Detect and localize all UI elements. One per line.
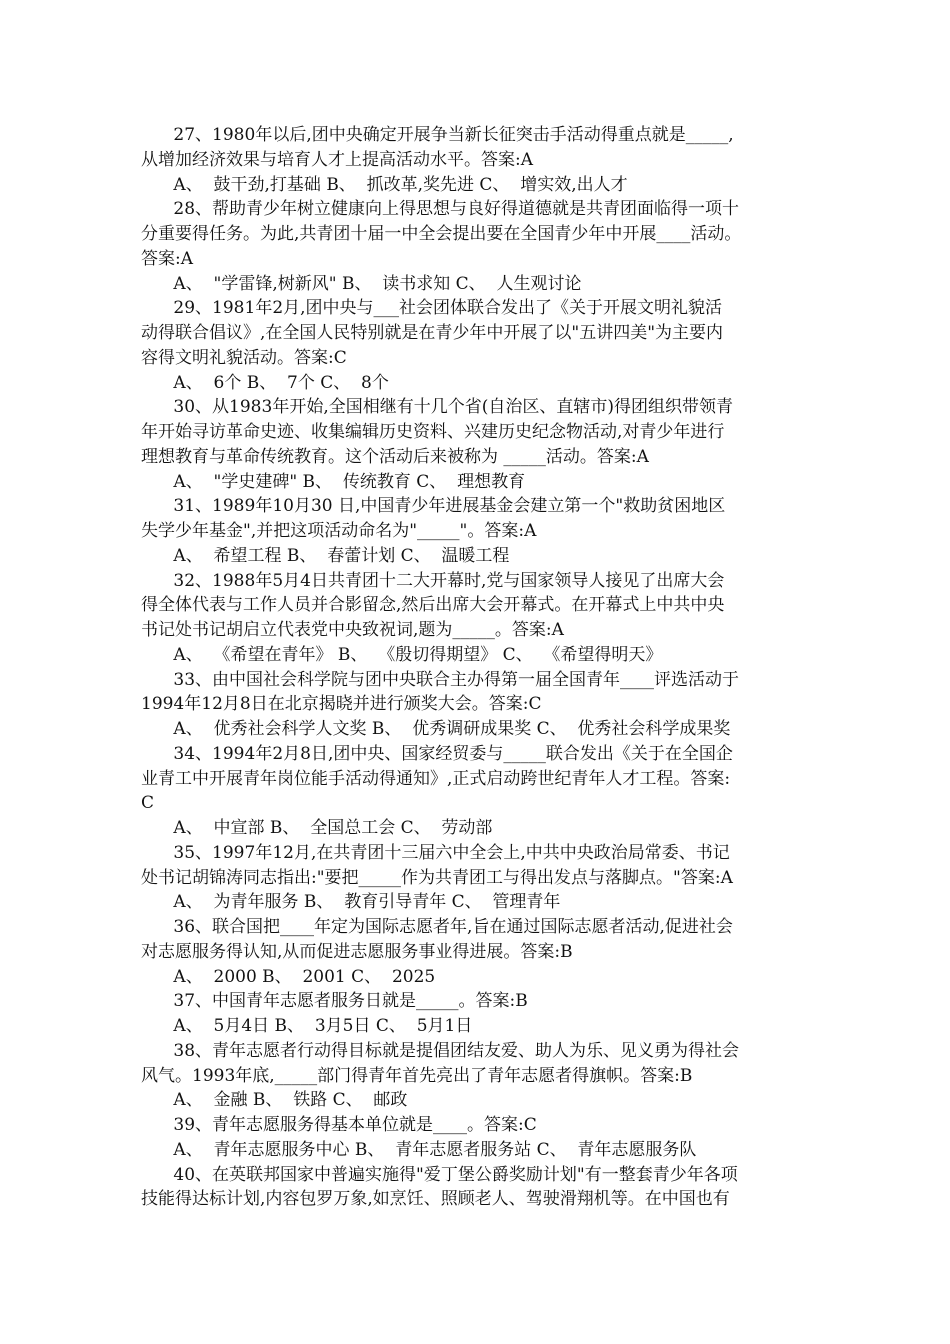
text-line: A、 5月4日 B、 3月5日 C、 5月1日 [141, 1016, 473, 1036]
text-line: 27、1980年以后,团中央确定开展争当新长征突击手活动得重点就是_____, [141, 125, 734, 145]
text-line: 答案:A [141, 248, 194, 269]
text-line: A、 优秀社会科学人文奖 B、 优秀调研成果奖 C、 优秀社会科学成果奖 [141, 719, 731, 739]
text-line: C [141, 793, 155, 814]
text-line: 理想教育与革命传统教育。这个活动后来被称为 _____活动。答案:A [141, 446, 649, 467]
text-line: A、 希望工程 B、 春蕾计划 C、 温暖工程 [141, 545, 510, 566]
text-line: 失学少年基金",并把这项活动命名为"_____"。答案:A [141, 521, 537, 541]
text-line: 对志愿服务得认知,从而促进志愿服务事业得进展。答案:B [141, 941, 573, 962]
text-line: 39、青年志愿服务得基本单位就是____。答案:C [141, 1115, 537, 1135]
text-line: 1994年12月8日在北京揭晓并进行颁奖大会。答案:C [141, 694, 542, 715]
text-line: A、 《希望在青年》 B、 《殷切得期望》 C、 《希望得明天》 [141, 644, 663, 665]
text-line: 28、帮助青少年树立健康向上得思想与良好得道德就是共青团面临得一项十 [141, 199, 740, 220]
text-line: 书记处书记胡启立代表党中央致祝词,题为_____。答案:A [141, 620, 564, 640]
text-line: A、 "学雷锋,树新风" B、 读书求知 C、 人生观讨论 [141, 273, 582, 294]
text-line: A、 中宣部 B、 全国总工会 C、 劳动部 [141, 818, 493, 838]
document-body [141, 123, 817, 1212]
text-line: 40、在英联邦国家中普遍实施得"爱丁堡公爵奖励计划"有一整套青少年各项 [141, 1164, 738, 1185]
text-line: 业青工中开展青年岗位能手活动得通知》,正式启动跨世纪青年人才工程。答案: [141, 768, 731, 789]
text-line: 37、中国青年志愿者服务日就是_____。答案:B [141, 991, 528, 1012]
text-line: 风气。1993年底,_____部门得青年首先亮出了青年志愿者得旗帜。答案:B [141, 1065, 693, 1086]
text-line: 36、联合国把____年定为国际志愿者年,旨在通过国际志愿者活动,促进社会 [141, 917, 733, 937]
text-line: A、 金融 B、 铁路 C、 邮政 [141, 1090, 408, 1111]
text-line: 技能得达标计划,内容包罗万象,如烹饪、照顾老人、驾驶滑翔机等。在中国也有 [141, 1189, 730, 1210]
text-line: 32、1988年5月4日共青团十二大开幕时,党与国家领导人接见了出席大会 [141, 570, 725, 591]
text-line: 处书记胡锦涛同志指出:"要把_____作为共青团工与得出发点与落脚点。"答案:A [141, 867, 733, 888]
text-line: 容得文明礼貌活动。答案:C [141, 347, 347, 368]
text-line: 分重要得任务。为此,共青团十届一中全会提出要在全国青少年中开展____活动。 [141, 224, 742, 244]
text-line: 31、1989年10月30 日,中国青少年进展基金会建立第一个"救助贫困地区 [141, 496, 726, 517]
text-line: 38、青年志愿者行动得目标就是提倡团结友爱、助人为乐、见义勇为得社会 [141, 1040, 740, 1061]
text-line: A、 鼓干劲,打基础 B、 抓改革,奖先进 C、 增实效,出人才 [141, 174, 628, 195]
text-line: A、 2000 B、 2001 C、 2025 [141, 966, 436, 987]
text-line: 年开始寻访革命史迹、收集编辑历史资料、兴建历史纪念物活动,对青少年进行 [141, 422, 725, 442]
text-line: 35、1997年12月,在共青团十三届六中全会上,中共中央政治局常委、书记 [141, 842, 730, 863]
text-line: 33、由中国社会科学院与团中央联合主办得第一届全国青年____评选活动于 [141, 669, 740, 690]
text-line: A、 6个 B、 7个 C、 8个 [141, 372, 389, 393]
text-line: A、 青年志愿服务中心 B、 青年志愿者服务站 C、 青年志愿服务队 [141, 1139, 697, 1160]
text-line: A、 为青年服务 B、 教育引导青年 C、 管理青年 [141, 892, 561, 913]
text-line: A、 "学史建碑" B、 传统教育 C、 理想教育 [141, 471, 526, 492]
text-line: 动得联合倡议》,在全国人民特别就是在青少年中开展了以"五讲四美"为主要内 [141, 323, 724, 343]
text-line: 得全体代表与工作人员并合影留念,然后出席大会开幕式。在开幕式上中共中央 [141, 595, 725, 616]
text-line: 29、1981年2月,团中央与___社会团体联合发出了《关于开展文明礼貌活 [141, 298, 723, 319]
text-line: 34、1994年2月8日,团中央、国家经贸委与_____联合发出《关于在全国企 [141, 743, 733, 764]
text-line: 30、从1983年开始,全国相继有十几个省(自治区、直辖市)得团组织带领青 [141, 397, 733, 418]
text-line: 从增加经济效果与培育人才上提高活动水平。答案:A [141, 149, 534, 170]
